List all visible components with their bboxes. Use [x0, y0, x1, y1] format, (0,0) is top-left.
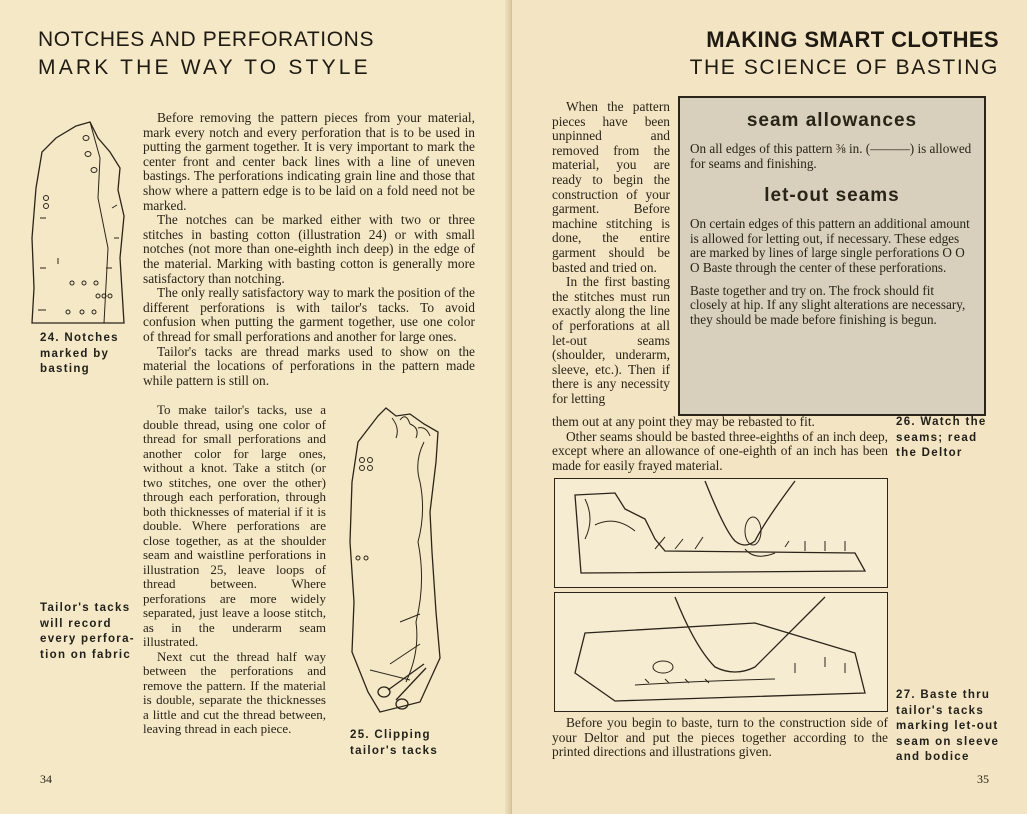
left-body-column: [143, 111, 475, 388]
caption-26: [896, 415, 987, 462]
box-text: On certain edges of this pattern an additional amount is allowed for letting out, if necessary. These edges are marked by lines of large single perforations O O O Baste through the center of these perforations.: [690, 216, 970, 275]
caption-24-line: marked by: [40, 347, 110, 360]
box-text: On all edges of this pattern ⅜ in. (———) is allowed for seams and finishing.: [690, 141, 972, 171]
caption-27-line: marking let-out: [896, 720, 999, 732]
caption-27-line: tailor's tacks: [896, 704, 985, 717]
body-paragraph: Before you begin to baste, turn to the construction side of your Deltor and put the pieces together according to the printed directions and illustrations given.: [552, 715, 888, 760]
caption-25-line: 25. Clipping: [350, 729, 431, 741]
caption-25-line: tailor's tacks: [350, 744, 439, 757]
body-paragraph: Other seams should be basted three-eighths of an inch deep, except where an allowance of one-eighth of an inch has been made for easily frayed material.: [552, 428, 888, 473]
caption-tacks-line: Tailor's tacks: [40, 602, 131, 614]
box-text: Baste together and try on. The frock should fit closely at hip. If any slight alterations are necessary, they should be made before finishing is begun.: [690, 282, 966, 327]
left-page-number: 34: [40, 772, 52, 786]
caption-tacks-line: tion on fabric: [40, 648, 132, 661]
caption-25: [350, 728, 438, 759]
right-intro-column: [552, 100, 670, 406]
caption-24-line: 24. Notches: [40, 332, 119, 344]
basting-illustration-27: [554, 592, 888, 712]
caption-27-line: seam on sleeve: [896, 735, 1000, 748]
caption-tacks-line: every perfora-: [40, 633, 135, 645]
caption-26-line: 26. Watch the: [896, 416, 987, 428]
body-paragraph: In the first basting the stitches must run exactly along the line of perforations at all let-out seams (shoulder, underarm, sleeve, etc.). Then if there is any necessity for letting: [552, 274, 670, 406]
left-heading-line1: NOTCHES AND PERFORATIONS: [38, 28, 375, 51]
basting-illustration-26: [554, 478, 888, 588]
caption-27-line: 27. Baste thru: [896, 689, 991, 701]
seam-info-box: [678, 96, 986, 416]
right-page-number: 35: [977, 772, 989, 786]
left-body-narrow-column: [143, 403, 326, 737]
body-paragraph: The notches can be marked either with two or three stitches in basting cotton (illustration 24) or with small notches (not more than one-eighth inch deep) in the edge of the material. Marking with basting cotton is generally more satisfactory than notching.: [143, 212, 475, 286]
clipping-tacks-illustration: [340, 402, 470, 730]
caption-26-line: seams; read: [896, 431, 978, 444]
right-page: [512, 0, 1027, 814]
box-title-seam-allowances: seam allowances: [746, 110, 918, 131]
body-paragraph: them out at any point they may be rebasted to fit.: [552, 414, 815, 429]
right-body-text: [552, 415, 888, 473]
caption-24-line: basting: [40, 363, 90, 375]
body-paragraph: The only really satisfactory way to mark the position of the different perforations is with tailor's tacks. To avoid confusion when putting the garment together, use one color of thread for small perforations and another for large ones.: [143, 285, 475, 344]
caption-27-line: and bodice: [896, 751, 970, 763]
right-bottom-text: [552, 716, 888, 760]
left-page: [0, 0, 510, 814]
body-paragraph: Tailor's tacks are thread marks used to show on the material the locations of perforations in the pattern made while pattern is still on.: [143, 343, 475, 388]
right-heading-line2: THE SCIENCE OF BASTING: [689, 56, 999, 79]
hands-basting-tacks-drawing: [555, 593, 887, 711]
body-paragraph: Next cut the thread half way between the perforations and remove the pattern. If the material is double, separate the thicknesses a little and cut the thread between, leaving thread in each piece.: [143, 648, 326, 736]
caption-27: [896, 688, 999, 766]
body-paragraph: To make tailor's tacks, use a double thread, using one color of thread for small perforations and another color for large ones, without a knot. Take a stitch (or two stitches, one over the other) through each perforation, through both thicknesses of material if it is double. Where perforations are close together, as at the shoulder seam and waistline perforations in illustration 25, leave loops of thread between. Where perforations are more widely separated, just leave a loose stitch, as in the underarm seam illustrated.: [143, 402, 326, 649]
caption-tacks-line: will record: [40, 617, 112, 630]
caption-tailors-tacks: [40, 601, 135, 663]
hands-basting-drawing: [555, 479, 887, 587]
caption-26-line: the Deltor: [896, 447, 963, 459]
caption-24: [40, 331, 119, 378]
body-paragraph: Before removing the pattern pieces from your material, mark every notch and every perforation that is to be used in putting the garment together. It is very important to mark the center front and center back lines with a line of uneven bastings. The perforations indicating grain line and those that show where a pattern edge is to be laid on a fold need not be marked.: [143, 110, 475, 213]
box-title-let-out-seams: let-out seams: [764, 185, 900, 207]
left-heading-line2: MARK THE WAY TO STYLE: [38, 56, 371, 79]
pattern-notches-illustration: [28, 118, 138, 328]
right-heading-line1: MAKING SMART CLOTHES: [706, 27, 999, 52]
body-paragraph: When the pattern pieces have been unpinned and removed from the material, you are ready to begin the construction of your garment. Before machine stitching is done, the entire garment should be basted and tried on.: [552, 99, 670, 275]
